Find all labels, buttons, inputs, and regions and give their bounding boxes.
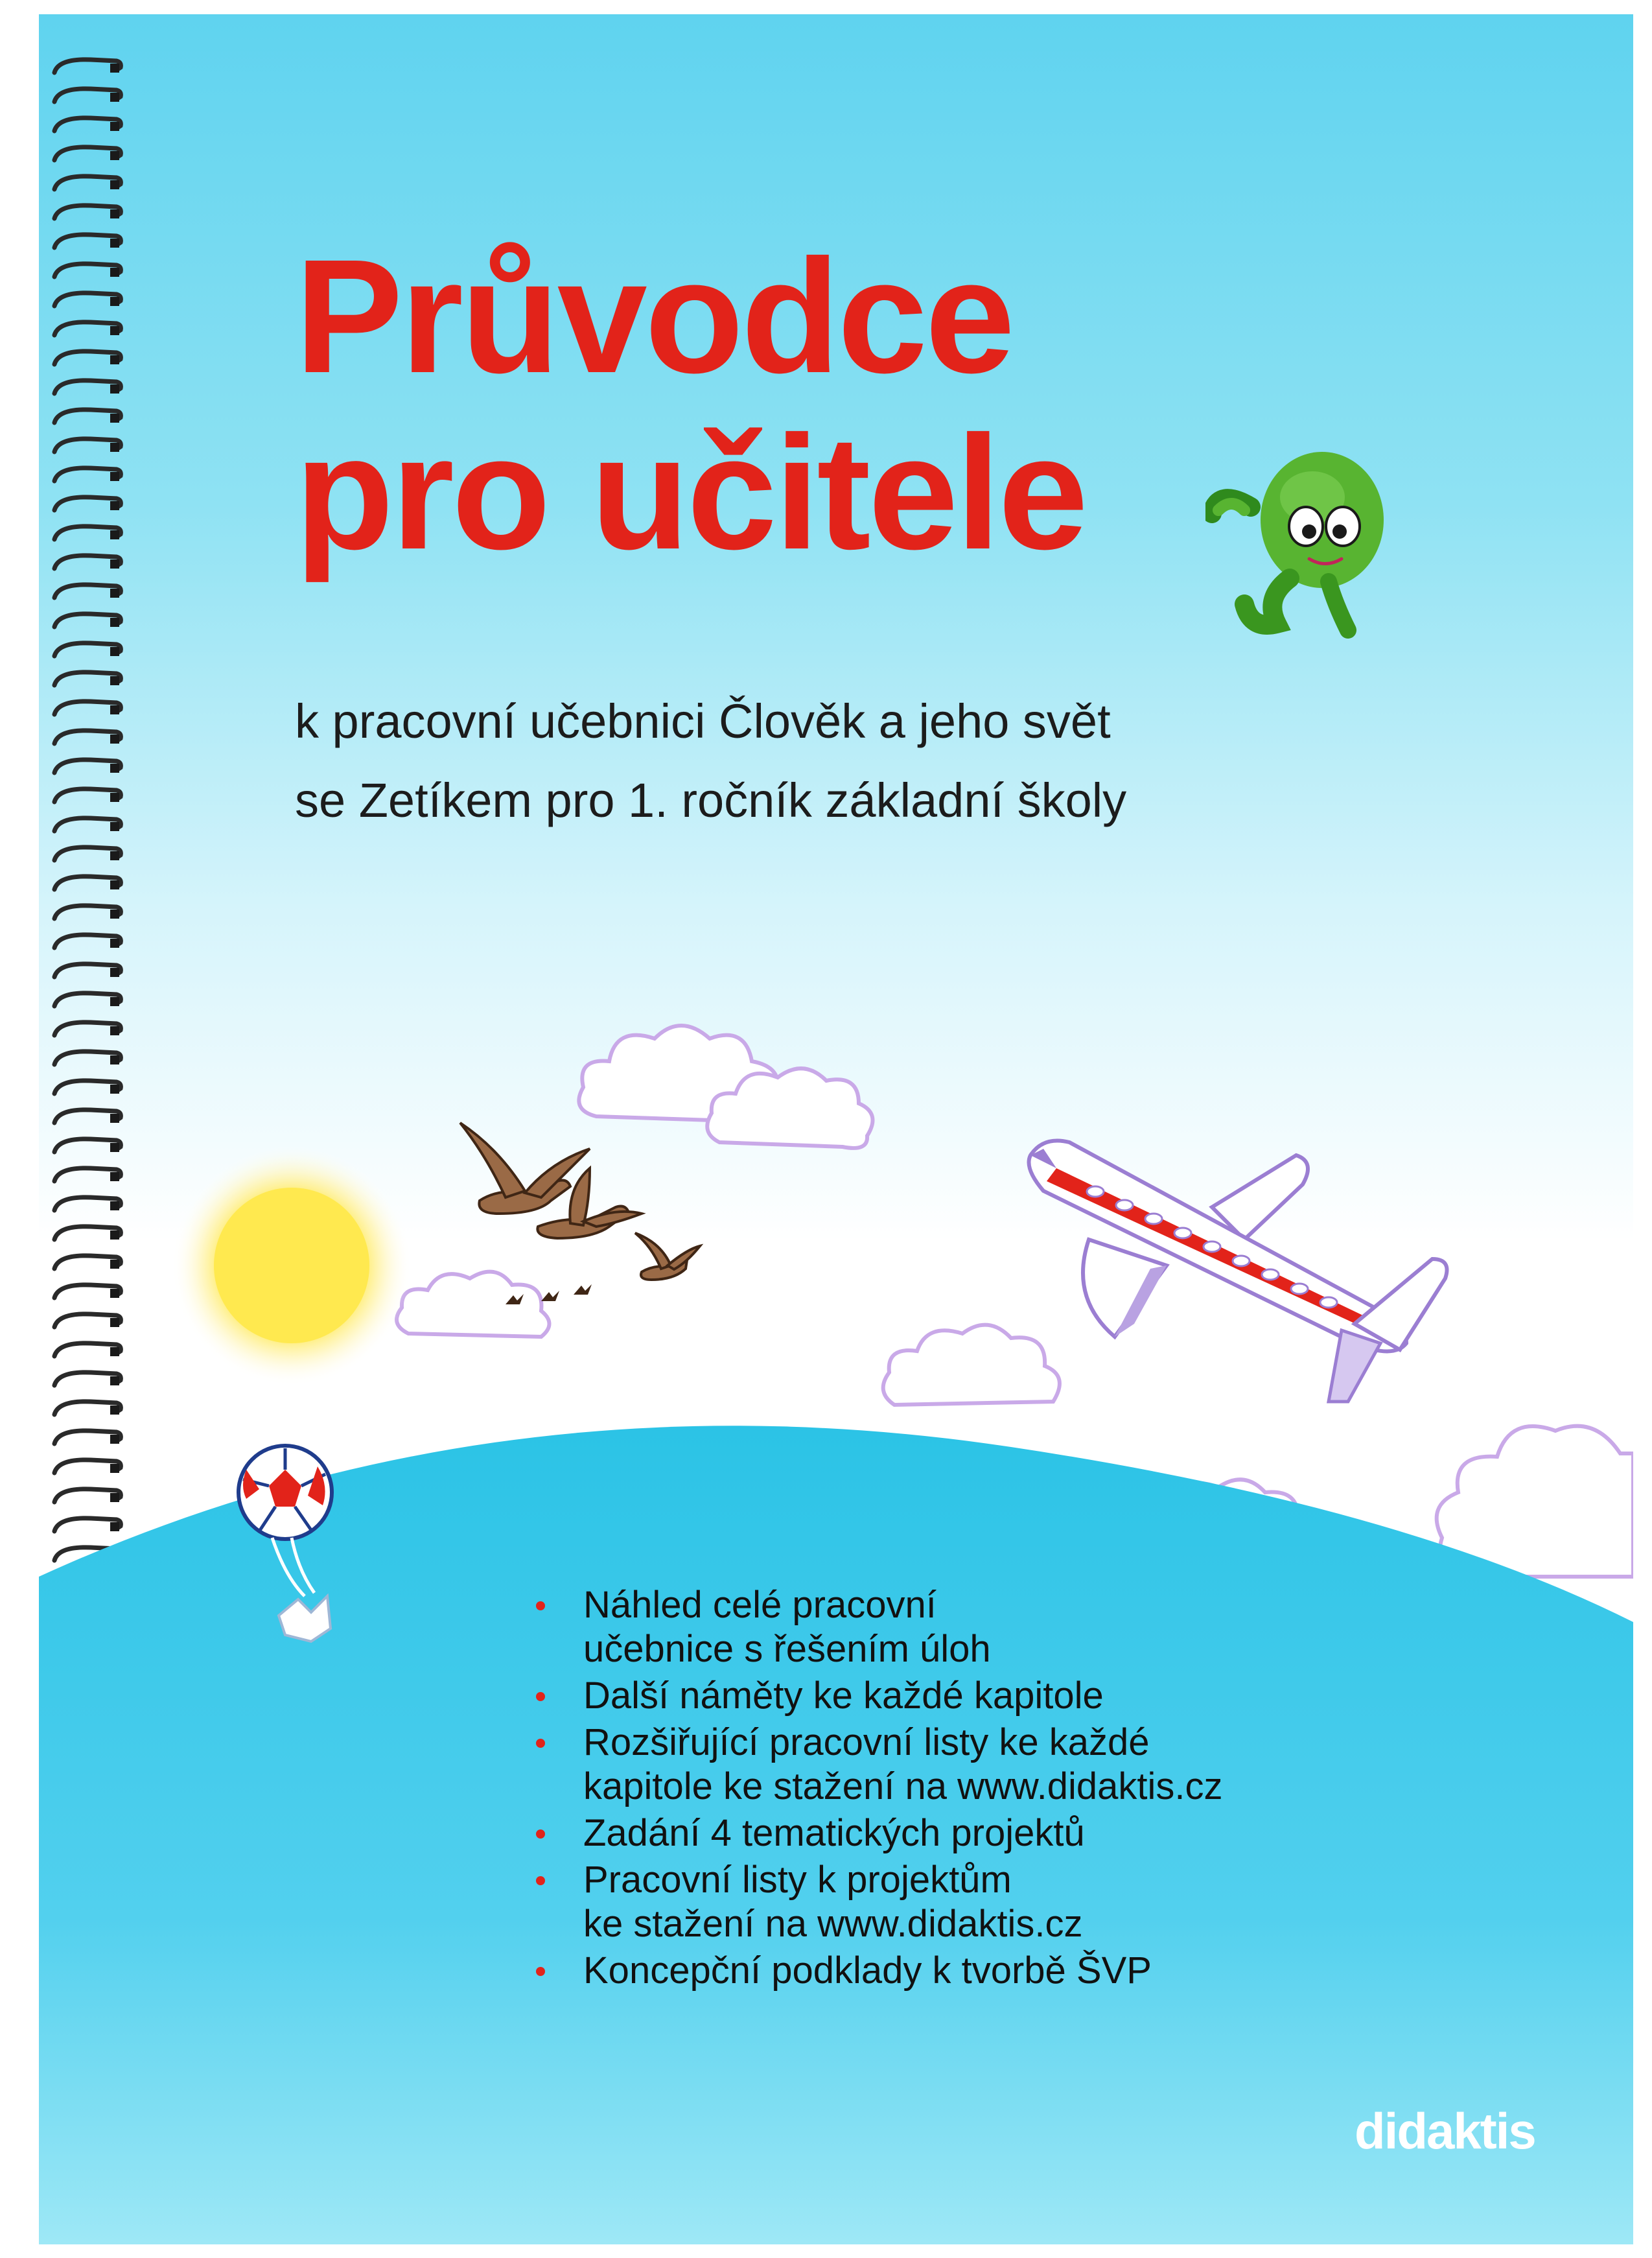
feature-item [522, 1721, 1222, 1809]
spiral-ring [52, 82, 123, 111]
feature-line: Rozšiřující pracovní listy ke každé [583, 1721, 1150, 1763]
feature-item [522, 1949, 1222, 1993]
spiral-ring [52, 1191, 123, 1219]
spiral-ring [52, 491, 123, 519]
green-creature-icon [1205, 436, 1400, 656]
feature-item [522, 1858, 1222, 1946]
spiral-ring [52, 170, 123, 198]
spiral-ring [52, 1278, 123, 1307]
soccer-ball-icon [214, 1434, 382, 1680]
spiral-ring [52, 928, 123, 957]
spiral-ring [52, 1308, 123, 1336]
feature-item [522, 1583, 1222, 1671]
spiral-ring [52, 1220, 123, 1249]
airplane-icon [1018, 1129, 1471, 1415]
spiral-ring [52, 841, 123, 869]
subtitle-line: se Zetíkem pro 1. ročník základní školy [295, 773, 1127, 827]
feature-line: Další náměty ke každé kapitole [583, 1675, 1104, 1717]
spiral-ring [52, 637, 123, 665]
spiral-ring [52, 753, 123, 782]
spiral-ring [52, 812, 123, 840]
feature-line: kapitole ke stažení na www.didaktis.cz [583, 1765, 1223, 1807]
spiral-ring [52, 870, 123, 899]
cover-title [295, 228, 1086, 581]
spiral-ring [52, 695, 123, 723]
spiral-ring [52, 462, 123, 490]
spiral-ring [52, 520, 123, 548]
spiral-ring [52, 112, 123, 140]
feature-line: Zadání 4 tematických projektů [583, 1812, 1085, 1854]
feature-line: Pracovní listy k projektům [583, 1859, 1012, 1901]
spiral-ring [52, 432, 123, 461]
cover-subtitle [295, 682, 1126, 840]
sun-icon [169, 1142, 415, 1389]
spiral-ring [52, 1337, 123, 1365]
spiral-ring [52, 287, 123, 315]
spiral-ring [52, 199, 123, 228]
feature-line: učebnice s řešením úloh [583, 1628, 991, 1670]
spiral-ring [52, 257, 123, 286]
feature-line: Náhled celé pracovní [583, 1584, 937, 1626]
spiral-ring [52, 141, 123, 169]
spiral-ring [52, 345, 123, 373]
spiral-ring [52, 958, 123, 986]
spiral-ring [52, 228, 123, 257]
spiral-ring [52, 1249, 123, 1278]
spiral-ring [52, 374, 123, 403]
feature-item [522, 1674, 1222, 1718]
spiral-ring [52, 782, 123, 811]
geese-flock-icon [428, 1110, 791, 1330]
spiral-ring [52, 1074, 123, 1103]
spiral-ring [52, 403, 123, 432]
spiral-ring [52, 1133, 123, 1161]
spiral-ring [52, 1366, 123, 1394]
spiral-ring [52, 1103, 123, 1132]
spiral-ring [52, 1162, 123, 1190]
spiral-ring [52, 316, 123, 344]
spiral-ring [52, 899, 123, 928]
book-cover [39, 14, 1633, 2244]
spiral-ring [52, 1016, 123, 1044]
title-line: pro učitele [295, 402, 1086, 583]
feature-line: Koncepční podklady k tvorbě ŠVP [583, 1949, 1152, 1992]
spiral-ring [52, 578, 123, 607]
spiral-ring [52, 1045, 123, 1074]
spiral-ring [52, 666, 123, 694]
feature-item [522, 1811, 1222, 1855]
feature-list [522, 1583, 1222, 1995]
subtitle-line: k pracovní učebnici Člověk a jeho svět [295, 694, 1111, 748]
publisher-logo: didaktis [1355, 2102, 1535, 2159]
spiral-ring [52, 987, 123, 1015]
feature-line: ke stažení na www.didaktis.cz [583, 1903, 1083, 1945]
title-line: Průvodce [295, 226, 1013, 406]
spiral-ring [52, 607, 123, 636]
spiral-ring [52, 549, 123, 578]
spiral-ring [52, 724, 123, 753]
spiral-ring [52, 53, 123, 82]
